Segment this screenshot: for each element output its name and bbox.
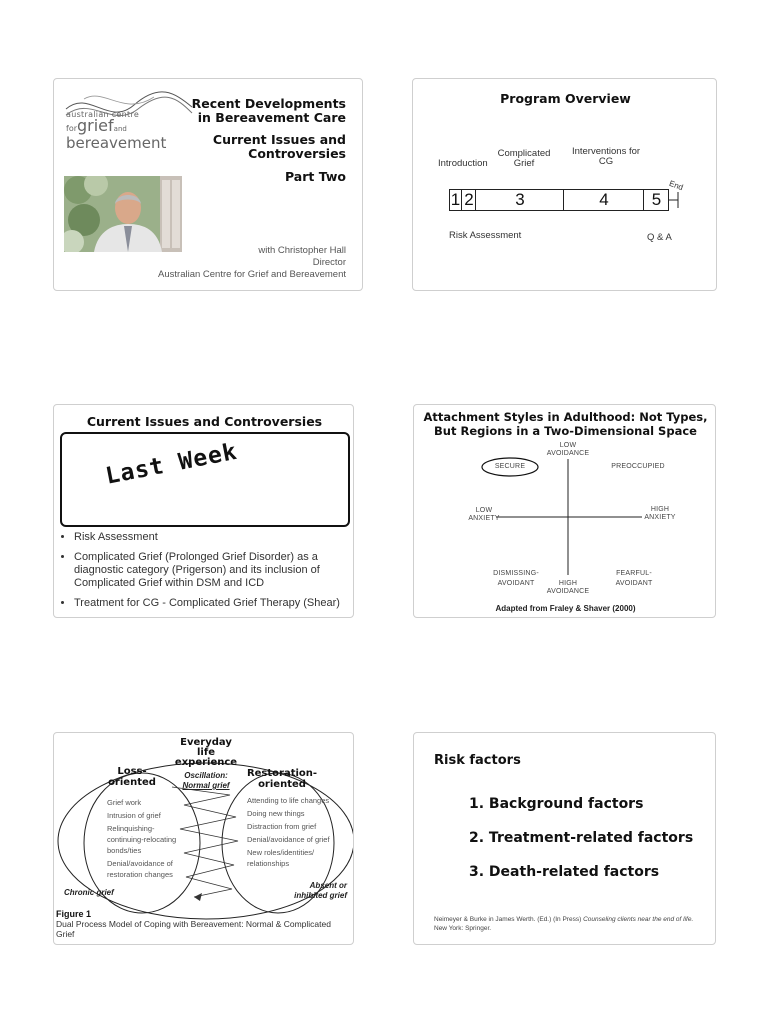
restoration-line2: oriented	[258, 779, 306, 790]
loss-line1: Loss-	[117, 766, 147, 777]
fearful-line1: FEARFUL-	[616, 570, 652, 577]
issue-item: • Treatment for CG - Complicated Grief Therapy (Shear)	[74, 597, 354, 610]
loss-item: Denial/avoidance of	[107, 859, 173, 868]
absent-grief-label	[267, 881, 347, 901]
restoration-line1: Restoration-	[246, 768, 318, 779]
presenter-line2: Director	[312, 257, 346, 268]
reference-publisher: New York: Springer.	[434, 925, 492, 932]
chronic-grief-label: Chronic grief	[64, 888, 114, 897]
figure-label: Figure 1	[56, 909, 92, 919]
high-avoidance-line2: AVOIDANCE	[546, 588, 590, 595]
low-anxiety-line1: LOW	[475, 507, 493, 514]
high-anxiety-label	[640, 506, 680, 522]
oscillation-line2: Normal grief	[182, 781, 230, 790]
oscillation-line1: Oscillation:	[184, 771, 228, 780]
segment-3: 3	[475, 190, 564, 210]
logo-text	[66, 110, 176, 152]
slide4-title-line1: Attachment Styles in Adulthood: Not Types,	[423, 410, 708, 424]
slide1-title	[166, 97, 346, 125]
low-avoidance-line1: LOW	[559, 442, 577, 449]
loss-item: restoration changes	[107, 870, 173, 879]
low-anxiety-line2: ANXIETY	[468, 515, 500, 522]
label-introduction: Introduction	[438, 158, 488, 169]
logo-and: and	[113, 125, 127, 133]
slide-dual-process-model	[53, 732, 354, 945]
label-interventions-line1: Interventions for	[571, 146, 641, 157]
issue-item: • Risk Assessment	[74, 531, 354, 544]
slide1-subtitle	[166, 133, 346, 161]
dismissing-label	[486, 569, 546, 589]
issue-item: • Complicated Grief (Prolonged Grief Disorder) as a diagnostic category (Prigerson) and its inclusion of Complicated Grief within DSM and ICD	[74, 551, 354, 590]
presenter-photo	[64, 176, 182, 252]
slide3-title: Current Issues and Controversies	[86, 414, 323, 429]
program-bar	[449, 189, 669, 211]
risk-reference	[434, 915, 710, 933]
logo-line3: bereavement	[66, 134, 167, 152]
slide-risk-factors	[413, 732, 716, 945]
loss-items	[107, 797, 199, 880]
slide-program-overview	[412, 78, 717, 291]
label-qa: Q & A	[647, 232, 672, 243]
label-complicated-grief-line2: Grief	[513, 158, 535, 169]
caption-line2: Grief	[56, 929, 75, 939]
slide1-title-line1: Recent Developments	[191, 96, 346, 111]
logo-line1: australian centre	[66, 110, 140, 119]
absent-line2: inhibited grief	[294, 891, 347, 900]
segment-4: 4	[563, 190, 644, 210]
low-avoidance-label	[538, 442, 598, 458]
logo-grief: grief	[77, 116, 114, 135]
slide1-part: Part Two	[284, 169, 346, 184]
everyday-line1: Everyday	[180, 737, 232, 748]
slide-current-issues	[53, 404, 354, 618]
segment-5: 5	[643, 190, 669, 210]
last-week-box	[60, 432, 350, 527]
loss-item: Relinquishing-	[107, 824, 155, 833]
restoration-item: New roles/identities/	[247, 848, 315, 857]
absent-line1: Absent or	[309, 881, 347, 890]
restoration-item: Doing new things	[247, 809, 305, 818]
fearful-label	[604, 569, 664, 589]
caption-line1: Dual Process Model of Coping with Bereavement: Normal & Complicated	[56, 919, 331, 929]
secure-label: SECURE	[494, 463, 526, 470]
label-interventions-line2: CG	[598, 156, 614, 167]
preoccupied-label: PREOCCUPIED	[611, 463, 665, 470]
slide6-title: Risk factors	[434, 753, 521, 768]
risk-factor-item: 3. Death-related factors	[469, 864, 660, 880]
slide-title	[53, 78, 363, 291]
slide1-presenter	[86, 245, 346, 281]
fearful-line2: AVOIDANT	[615, 580, 653, 587]
slide1-subtitle-line2: Controversies	[248, 146, 346, 161]
low-avoidance-line2: AVOIDANCE	[546, 450, 590, 457]
label-complicated-grief-line1: Complicated	[497, 148, 551, 159]
restoration-items	[247, 795, 351, 869]
restoration-label	[242, 768, 322, 790]
slide1-subtitle-line1: Current Issues and	[212, 132, 346, 147]
slide-attachment-styles	[413, 404, 716, 618]
label-complicated-grief	[493, 149, 555, 169]
everyday-line2: life	[197, 747, 215, 758]
end-marker-icon	[668, 189, 682, 211]
everyday-label	[166, 738, 246, 768]
restoration-item: Distraction from grief	[247, 822, 317, 831]
presenter-line3: Australian Centre for Grief and Bereavement	[158, 269, 346, 280]
slide4-title-line2: But Regions in a Two-Dimensional Space	[434, 424, 697, 438]
loss-label	[100, 766, 164, 788]
high-avoidance-line1: HIGH	[558, 580, 578, 587]
risk-factor-item: 1. Background factors	[469, 796, 644, 812]
label-interventions	[561, 147, 651, 167]
reference-book-title: Counseling clients near the end of life.	[583, 916, 694, 923]
issues-list	[60, 531, 354, 610]
loss-item: Intrusion of grief	[107, 811, 161, 820]
slide2-title: Program Overview	[500, 91, 631, 106]
low-anxiety-label	[464, 507, 504, 523]
slide1-title-line2: in Bereavement Care	[197, 110, 346, 125]
dismissing-line1: DISMISSING-	[493, 570, 539, 577]
presenter-line1: with Christopher Hall	[258, 245, 346, 256]
attachment-source: Adapted from Fraley & Shaver (2000)	[495, 604, 636, 613]
high-anxiety-line1: HIGH	[650, 506, 670, 513]
restoration-item: Attending to life changes	[247, 796, 330, 805]
label-end: End	[667, 178, 685, 193]
high-avoidance-label	[538, 580, 598, 596]
reference-authors: Neimeyer & Burke in James Werth. (Ed.) (In Press)	[434, 916, 584, 923]
loss-item: Grief work	[107, 798, 142, 807]
restoration-item: Denial/avoidance of grief	[247, 835, 330, 844]
risk-factor-item: 2. Treatment-related factors	[469, 830, 694, 846]
label-risk-assessment: Risk Assessment	[449, 230, 522, 241]
restoration-item: relationships	[247, 859, 290, 868]
everyday-line3: experience	[174, 757, 238, 768]
segment-2: 2	[461, 190, 476, 210]
oscillation-label	[174, 771, 238, 791]
logo-for: for	[66, 124, 77, 133]
figure-caption	[56, 919, 352, 939]
loss-item: bonds/ties	[107, 846, 142, 855]
loss-line2: oriented	[108, 777, 156, 788]
dismissing-line2: AVOIDANT	[497, 580, 535, 587]
high-anxiety-line2: ANXIETY	[644, 514, 676, 521]
segment-1: 1	[450, 190, 461, 209]
loss-item: continuing-relocating	[107, 835, 177, 844]
last-week-text: Last Week	[103, 438, 240, 490]
